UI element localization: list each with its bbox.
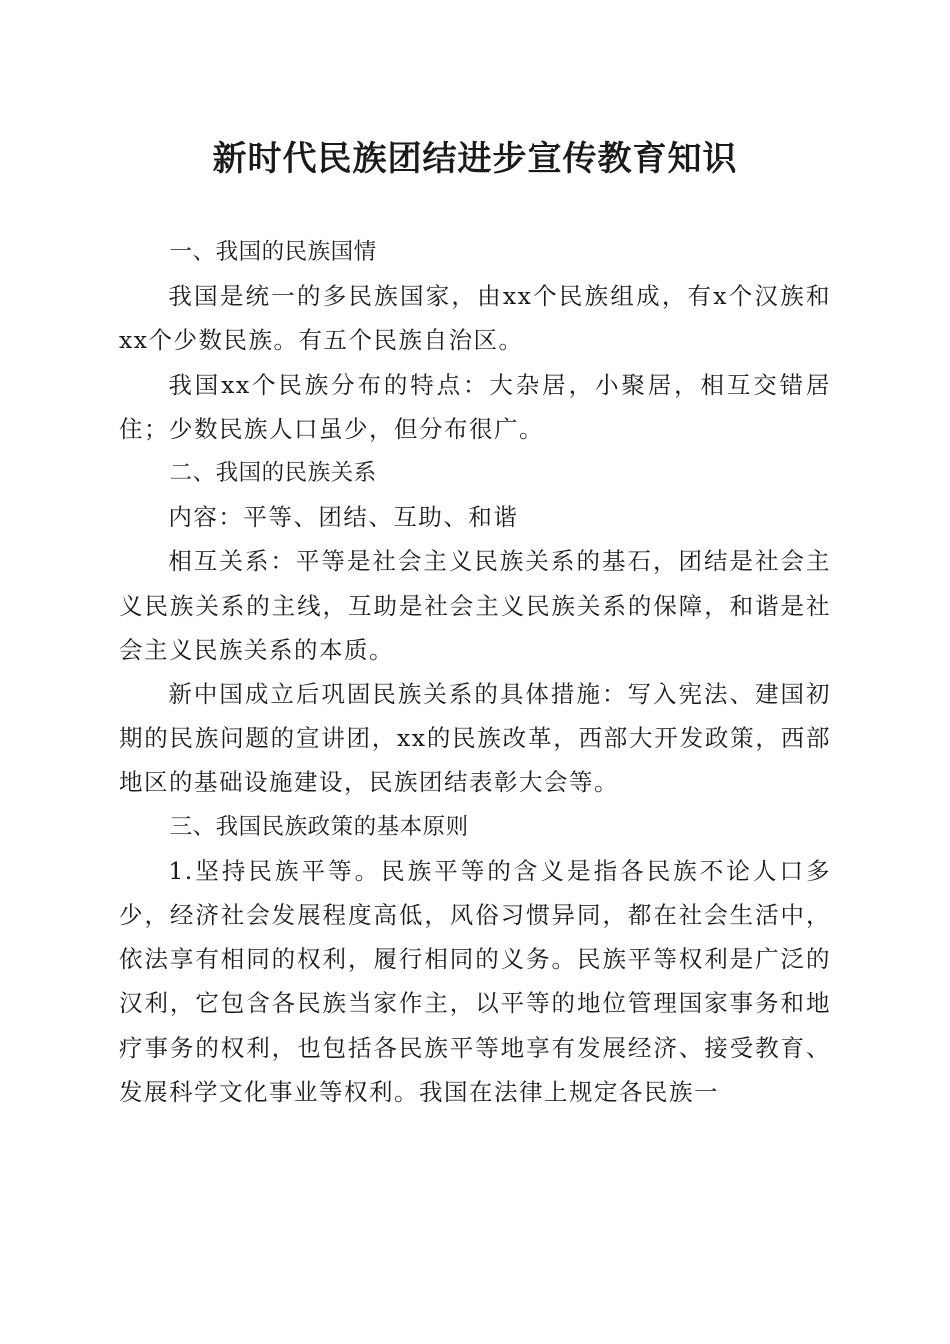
section-heading-1: 一、我国的民族国情 [169, 239, 377, 265]
paragraph: 新中国成立后巩固民族关系的具体措施：写入宪法、建国初期的民族问题的宣讲团，xx的民族改革，西部大开发政策，西部地区的基础设施建设，民族团结表彰大会等。 [119, 680, 831, 797]
paragraph: 我国是统一的多民族国家，由xx个民族组成，有x个汉族和xx个少数民族。有五个民族自治区。 [119, 282, 831, 355]
document-body [119, 230, 831, 1114]
paragraph: 1.坚持民族平等。民族平等的含义是指各民族不论人口多少，经济社会发展程度高低，风俗习惯异同，都在社会生活中，依法享有相同的权利，履行相同的义务。民族平等权利是广泛的汉利，它包含各民族当家作主，以平等的地位管理国家事务和地疗事务的权利，也包括各民族平等地享有发展经济、接受教育、发展科学文化事业等权利。我国在法律上规定各民族一 [119, 856, 831, 1106]
section-heading-3: 三、我国民族政策的基本原则 [169, 813, 469, 840]
document-title: 新时代民族团结进步宣传教育知识 [212, 139, 738, 179]
paragraph: 我国xx个民族分布的特点：大杂居，小聚居，相互交错居住；少数民族人口虽少，但分布很广。 [119, 370, 831, 443]
paragraph: 相互关系：平等是社会主义民族关系的基石，团结是社会主义民族关系的主线，互助是社会主义民族关系的保障，和谐是社会主义民族关系的本质。 [119, 547, 831, 664]
section-heading-2: 二、我国的民族关系 [169, 460, 377, 487]
paragraph: 内容：平等、团结、互助、和谐 [168, 503, 519, 532]
